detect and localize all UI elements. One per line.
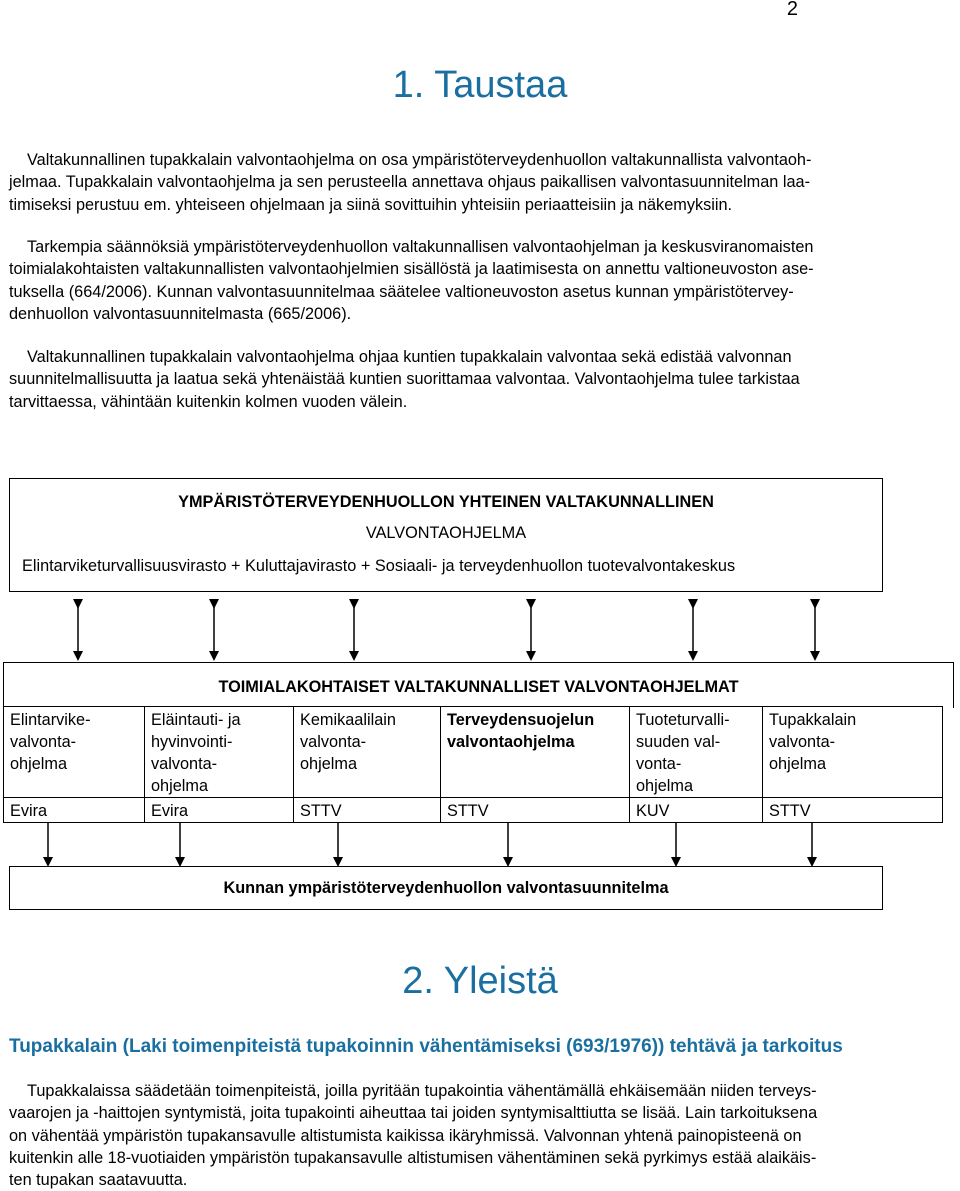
program-cell: Tuoteturvalli- suuden val- vonta- ohjelma — [630, 707, 763, 798]
program-cell: Elintarvike- valvonta- ohjelma — [4, 707, 145, 798]
text-line: ten tupakan saatavuutta. — [9, 1171, 188, 1190]
text-line: tarvittaessa, vähintään kuitenkin kolmen vuoden välein. — [9, 392, 408, 411]
text-line: Tarkempia säännöksiä ympäristöterveydenhuollon valtakunnallisen valvontaohjelman ja keskusviranomaisten — [27, 238, 814, 256]
program-cell: Terveydensuojelun valvontaohjelma — [441, 707, 630, 798]
connector-arrows-lower — [0, 820, 960, 868]
authority-cell: Evira — [4, 798, 145, 823]
program-cell: Tupakkalain valvonta- ohjelma — [763, 707, 943, 798]
program-authorities-row — [4, 798, 943, 823]
national-program-title-line-1: YMPÄRISTÖTERVEYDENHUOLLON YHTEINEN VALTAKUNNALLINEN — [178, 493, 714, 511]
authority-cell: STTV — [294, 798, 441, 823]
text-line: suunnitelmallisuutta ja laatua sekä yhtenäistää kuntien suorittamaa valvontaa. Valvontaohjelma tulee tarkistaa — [9, 370, 800, 389]
section-1-heading: 1. Taustaa — [392, 64, 568, 106]
text-line: on vähentää ympäristön tupakansavulle altistumista kaikissa ikäryhmissä. Valvonnan yhtenä painopisteenä on — [9, 1126, 802, 1145]
authority-cell: STTV — [763, 798, 943, 823]
text-line: timiseksi perustuu em. yhteiseen ohjelmaan ja siinä sovittuihin yhteisiin periaatteisiin ja näkemyksiin. — [9, 195, 733, 214]
text-line: denhuollon valvontasuunnitelmasta (665/2006). — [9, 304, 352, 323]
paragraph-4 — [9, 1080, 952, 1191]
text-line: toimialakohtaisten valtakunnallisten valvontaohjelmien sisällöstä ja laatimisesta on annettu valtioneuvoston ase- — [9, 260, 814, 279]
municipal-plan-title: Kunnan ympäristöterveydenhuollon valvontasuunnitelma — [223, 879, 669, 897]
text-line: Tupakkalaissa säädetään toimenpiteistä, joilla pyritään tupakointia vähentämällä ehkäisemään niiden terveys- — [27, 1082, 817, 1100]
sector-programs-table — [3, 706, 943, 823]
text-line: kuitenkin alle 18-vuotiaiden ympäristön tupakansavulle altistumisen vähentäminen sekä pyrkimys estää alaikäis- — [9, 1148, 817, 1167]
program-cell: Eläintauti- ja hyvinvointi- valvonta- ohjelma — [145, 707, 294, 798]
section-2-heading: 2. Yleistä — [402, 960, 558, 1002]
connector-arrows — [0, 592, 960, 666]
program-names-row — [4, 707, 943, 798]
sector-programs-title: TOIMIALAKOHTAISET VALTAKUNNALLISET VALVONTAOHJELMAT — [218, 678, 739, 696]
text-line: jelmaa. Tupakkalain valvontaohjelma ja sen perusteella annettava ohjaus paikallisen valvontasuunnitelman laa- — [9, 173, 810, 192]
authority-cell: KUV — [630, 798, 763, 823]
sector-programs-header — [3, 662, 954, 708]
page-number: 2 — [786, 0, 798, 20]
national-program-authorities: Elintarviketurvallisuusvirasto + Kuluttajavirasto + Sosiaali- ja terveydenhuollon tuotevalvontakeskus — [22, 557, 736, 575]
authority-cell: Evira — [145, 798, 294, 823]
paragraph-1 — [9, 149, 952, 216]
paragraph-2 — [9, 236, 952, 325]
text-line: tuksella (664/2006). Kunnan valvontasuunnitelmaa säätelee valtioneuvoston asetus kunnan ympäristötervey- — [9, 282, 794, 301]
authority-cell: STTV — [441, 798, 630, 823]
text-line: Valtakunnallinen tupakkalain valvontaohjelma on osa ympäristöterveydenhuollon valtakunnallista valvontaoh- — [27, 151, 812, 169]
program-cell: Kemikaalilain valvonta- ohjelma — [294, 707, 441, 798]
paragraph-3 — [9, 346, 952, 413]
national-program-box — [9, 478, 883, 592]
municipal-plan-box — [9, 866, 883, 910]
section-2-subheading: Tupakkalain (Laki toimenpiteistä tupakoinnin vähentämiseksi (693/1976)) tehtävä ja tarkoitus — [9, 1036, 843, 1057]
text-line: vaarojen ja -haittojen syntymistä, joita tupakointi aiheuttaa tai joiden syntymisalttiutta se lisää. Lain tarkoituksena — [9, 1104, 818, 1123]
national-program-title-line-2: VALVONTAOHJELMA — [365, 524, 527, 542]
text-line: Valtakunnallinen tupakkalain valvontaohjelma ohjaa kuntien tupakkalain valvontaa sekä edistää valvonnan — [27, 348, 792, 366]
